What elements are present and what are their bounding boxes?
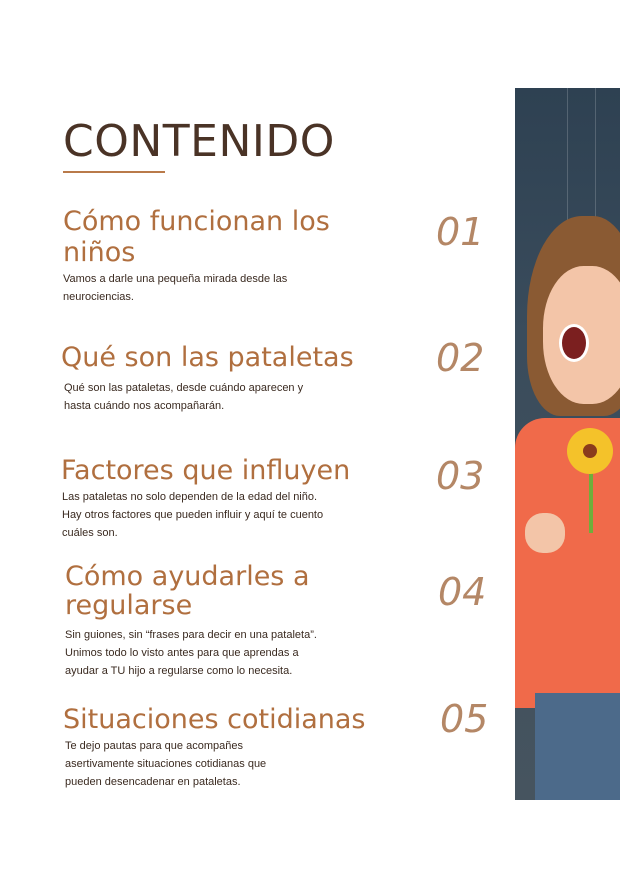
toc-number-04: 04 — [438, 570, 487, 614]
title-underline — [63, 171, 165, 173]
toc-item-title: Factores que influyen — [61, 455, 351, 486]
toc-item-description: Sin guiones, sin “frases para decir en una pataleta”. Unimos todo lo visto antes para que aprendas a ayudar a TU hijo a regularse como lo necesita. — [65, 629, 317, 677]
toc-number-03: 03 — [436, 454, 485, 498]
toc-item-title: Cómo funcionan los niños — [63, 206, 330, 268]
toc-item-description: Vamos a darle una pequeña mirada desde las neurociencias. — [63, 273, 288, 303]
toc-number-02: 02 — [436, 336, 485, 380]
toc-item-5[interactable] — [63, 704, 443, 791]
toc-item-title: Qué son las pataletas — [61, 342, 354, 373]
toc-item-3[interactable] — [61, 455, 441, 542]
toc-item-description: Te dejo pautas para que acompañes asertivamente situaciones cotidianas que pueden desencadenar en pataletas. — [65, 740, 267, 788]
page-title: CONTENIDO — [63, 116, 335, 167]
toc-item-4[interactable] — [65, 562, 425, 680]
toc-item-description: Qué son las pataletas, desde cuándo aparecen y hasta cuándo nos acompañarán. — [64, 382, 304, 412]
child-tantrum-photo — [515, 88, 620, 800]
toc-number-05: 05 — [440, 697, 489, 741]
toc-item-title: Situaciones cotidianas — [63, 704, 366, 735]
toc-item-title: Cómo ayudarles a regularse — [65, 561, 310, 621]
toc-item-1[interactable] — [63, 206, 423, 306]
toc-item-2[interactable] — [61, 342, 421, 415]
toc-item-description: Las pataletas no solo dependen de la edad del niño. Hay otros factores que pueden influir y aquí te cuento cuáles son. — [62, 491, 324, 539]
toc-number-01: 01 — [436, 210, 485, 254]
